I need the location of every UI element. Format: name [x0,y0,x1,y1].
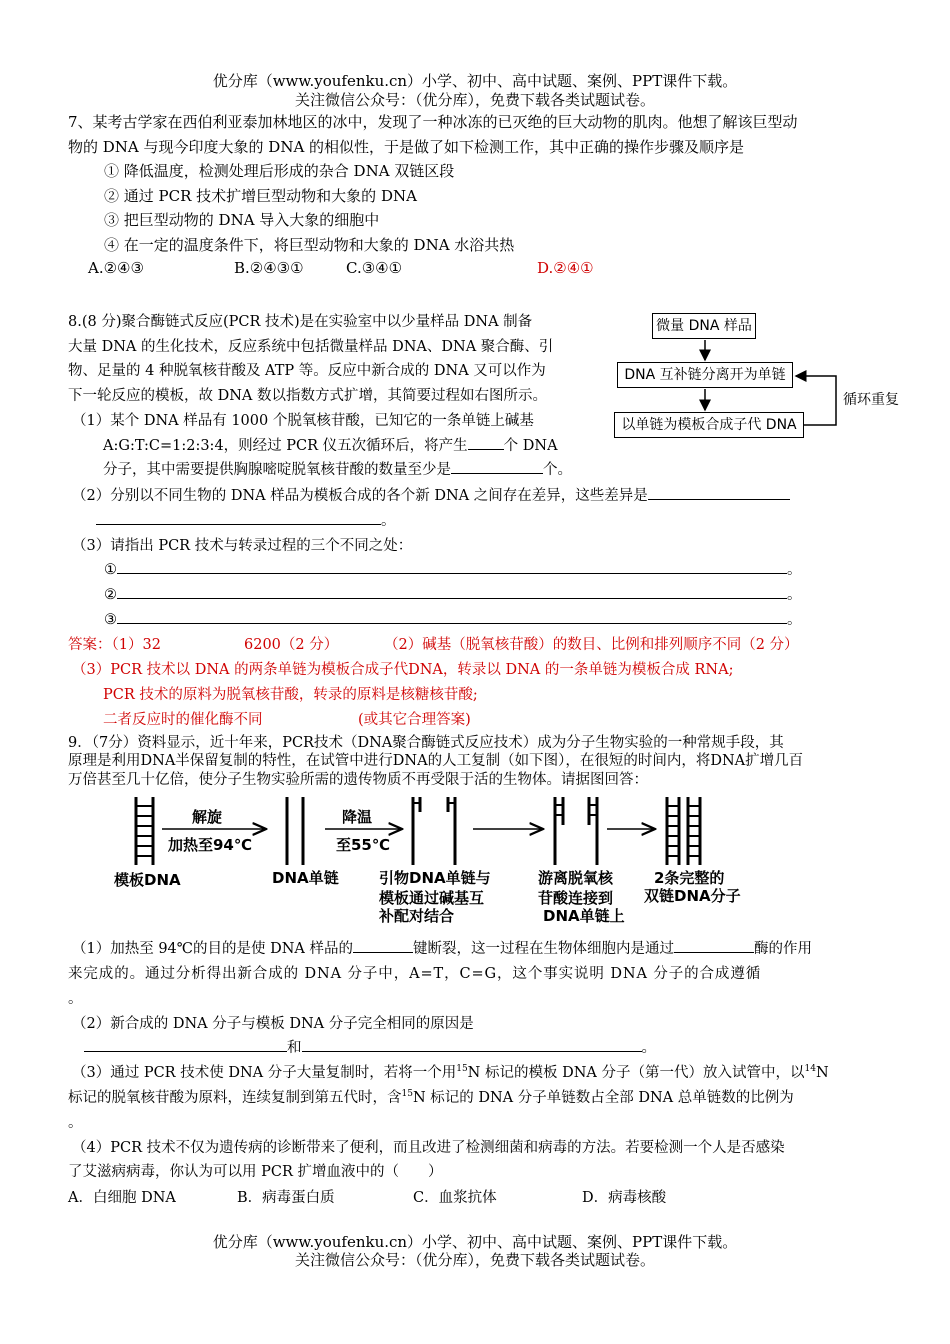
q8-num-1: ① [104,562,117,578]
q7-item-4: ④ 在一定的温度条件下，将巨型动物和大象的 DNA 水浴共热 [104,236,515,254]
pcr-label-result-1: 双链DNA分子 [644,887,741,905]
q9-p3b-1: 标记的脱氧核苷酸为原料，连续复制到第五代时，含 [68,1090,402,1106]
flow-box-synthesize: 以单链为模板合成子代 DNA [614,412,804,438]
q8-part1-line-1: （1）某个 DNA 样品有 1000 个脱氧核苷酸，已知它的一条单链上碱基 [72,413,534,429]
q8-part3-prompt: （3）请指出 PCR 技术与转录过程的三个不同之处： [72,538,413,554]
q9-p3a-sup2: 14 [804,1064,816,1075]
pcr-label-result-0: 2条完整的 [654,869,725,887]
q9-part1-text-a: （1）加热至 94℃的目的是使 DNA 样品的 [72,941,354,957]
q7-stem-line-1: 7、某考古学家在西伯利亚泰加林地区的冰中，发现了一种冰冻的已灭绝的巨大动物的肌肉。他想了解该巨型动 [68,113,798,131]
q7-item-2: ② 通过 PCR 技术扩增巨型动物和大象的 DNA [104,187,417,205]
q9-p3b-sup: 15 [401,1089,413,1100]
q7-choice-d-answer: D.②④① [537,259,594,277]
q9-part1-line-1 [72,937,812,958]
footer-line-2: 关注微信公众号：（优分库），免费下载各类试题试卷。 [294,1251,655,1269]
extension-strands [555,797,597,865]
q7-item-1: ① 降低温度，检测处理后形成的杂合 DNA 双链区段 [104,162,455,180]
q8-answer-3d: (或其它合理答案) [358,712,471,728]
pcr-arrow-1-bottom: 加热至94℃ [168,836,253,854]
q8-answer-1-value: 6200（2 分） [244,637,339,653]
q9-p3a-1: （3）通过 PCR 技术使 DNA 分子大量复制时，若将一个用 [72,1065,457,1081]
flow-box-separate: DNA 互补链分离开为单链 [617,362,793,388]
pcr-label-template: 模板DNA [114,871,181,889]
q8-part2-end: 。 [381,513,396,529]
flow-box-sample: 微量 DNA 样品 [652,313,756,339]
q8-answer-2: （2）碱基（脱氧核苷酸）的数目、比例和排列顺序不同（2 分） [384,637,799,653]
q9-part3-line-3: 。 [68,1115,83,1131]
q9-option-d: D．病毒核酸 [582,1190,667,1206]
q8-stem-line-4: 下一轮反应的模板，故 DNA 数以指数方式扩增，其简要过程如右图所示。 [68,388,547,404]
q9-option-b: B．病毒蛋白质 [237,1190,335,1206]
q9-option-a: A．白细胞 DNA [68,1190,176,1206]
pcr-label-ext-0: 游离脱氧核 [538,869,614,887]
q8-part2-text: （2）分别以不同生物的 DNA 样品为模板合成的各个新 DNA 之间存在差异，这些差异是 [72,488,648,504]
q8-stem-line-2: 大量 DNA 的生化技术，反应系统中包括微量样品 DNA、DNA 聚合酶、引 [68,339,554,355]
q9-part4-line-2: 了艾滋病病毒，你认为可以用 PCR 扩增血液中的（ ） [68,1164,443,1180]
q9-part2-blanks [84,1036,656,1057]
pcr-label-single: DNA单链 [272,869,339,887]
pcr-label-ext-2: DNA单链上 [543,907,625,925]
q8-end-2: 。 [787,587,802,603]
q9-p3b-2: N 标记的 DNA 分子单链数占全部 DNA 总单链数的比例为 [412,1090,794,1106]
q7-item-3: ③ 把巨型动物的 DNA 导入大象的细胞中 [104,211,380,229]
q8-part1-text-post: 个 DNA [503,438,558,454]
q9-option-c: C．血浆抗体 [413,1190,497,1206]
q8-part1c-text: 分子，其中需要提供胸腺嘧啶脱氧核苷酸的数量至少是 [103,462,451,478]
q8-answer-3a: （3）PCR 技术以 DNA 的两条单链为模板合成子代DNA，转录以 DNA 的一条单链为模板合成 RNA; [72,662,734,678]
pcr-label-primer-0: 引物DNA单链与 [379,869,491,887]
template-dna-ladder [136,797,153,865]
q8-end-3: 。 [787,612,802,628]
q7-stem-line-2: 物的 DNA 与现今印度大象的 DNA 的相似性，于是做了如下检测工作，其中正确的操作步骤及顺序是 [68,138,745,156]
q8-answer-1: 答案：（1）32 [68,637,161,653]
pcr-arrow-2-bottom: 至55℃ [336,836,391,854]
pcr-label-ext-1: 苷酸连接到 [538,889,614,907]
q7-choice-c: C.③④① [346,259,403,277]
header-line-1: 优分库（www.youfenku.cn）小学、初中、高中试题、案例、PPT课件下载。 [212,72,738,90]
q8-num-2: ② [104,587,117,603]
q9-part2-and: 和 [287,1040,302,1056]
q9-part3-line-2 [68,1086,794,1107]
header-line-2: 关注微信公众号：（优分库），免费下载各类试题试卷。 [294,91,655,109]
q8-part1c-post: 个。 [543,462,572,478]
q8-end-1: 。 [787,562,802,578]
q9-part3-line-1 [72,1061,829,1082]
q9-blank-reason-2[interactable] [302,1037,642,1052]
q7-choice-b: B.②④③① [234,259,304,277]
q8-stem-line-1: 8.(8 分)聚合酶链式反应(PCR 技术)是在实验室中以少量样品 DNA 制备 [68,314,533,330]
q8-stem-line-3: 物、足量的 4 种脱氧核苷酸及 ATP 等。反应中新合成的 DNA 又可以作为 [68,363,546,379]
q9-part1-text-b: 键断裂，这一过程在生物体细胞内是通过 [413,941,675,957]
q9-part2-end: 。 [641,1040,656,1056]
pcr-label-primer-2: 补配对结合 [379,907,455,925]
q9-p3a-sup1: 15 [456,1064,468,1075]
q9-part2-prompt: （2）新合成的 DNA 分子与模板 DNA 分子完全相同的原因是 [72,1016,474,1032]
q7-choice-a: A.②④③ [88,259,144,277]
q8-answer-3c: 二者反应时的催化酶不同 [103,712,263,728]
q9-stem-line-3: 万倍甚至几十亿倍，使分子生物实验所需的遗传物质不再受限于活的生物体。请据图回答： [68,772,648,788]
single-strands [287,797,303,865]
q8-answer-3b: PCR 技术的原料为脱氧核苷酸，转录的原料是核糖核苷酸; [103,687,478,703]
primer-binding [413,797,455,865]
q9-p3a-3: N [815,1065,829,1081]
flow-loop-label: 循环重复 [843,392,899,408]
pcr-label-primer-1: 模板通过碱基互 [379,889,485,907]
q9-part1-text-c: 酶的作用 [754,941,813,957]
q9-p3a-2: N 标记的模板 DNA 分子（第一代）放入试管中，以 [467,1065,805,1081]
q9-part1-line-3: 。 [68,991,83,1007]
q9-part1-line-2: 来完成的。通过分析得出新合成的 DNA 分子中，A=T，C=G，这个事实说明 DNA 分子的合成遵循 [68,966,762,982]
pcr-arrow-1-top: 解旋 [192,808,223,826]
q9-stem-line-2: 原理是利用DNA半保留复制的特性，在试管中进行DNA的人工复制（如下图），在很短的时间内，将DNA扩增几百 [68,753,804,769]
q9-blank-bond[interactable] [353,938,413,953]
footer-line-1: 优分库（www.youfenku.cn）小学、初中、高中试题、案例、PPT课件下载。 [212,1233,738,1251]
two-dsdna-ladders [667,797,700,865]
q9-blank-reason-1[interactable] [84,1037,287,1052]
pcr-arrow-2-top: 降温 [342,808,373,826]
q8-num-3: ③ [104,612,117,628]
q8-part1-text: A:G:T:C=1:2:3:4，则经过 PCR 仪五次循环后，将产生 [103,438,468,454]
q9-part4-line-1: （4）PCR 技术不仅为遗传病的诊断带来了便利，而且改进了检测细菌和病毒的方法。若要检测一个人是否感染 [72,1140,785,1156]
q9-blank-enzyme[interactable] [674,938,754,953]
q9-stem-line-1: 9．（7分）资料显示，近十年来，PCR技术（DNA聚合酶链式反应技术）成为分子生物实验的一种常规手段，其 [68,735,784,751]
